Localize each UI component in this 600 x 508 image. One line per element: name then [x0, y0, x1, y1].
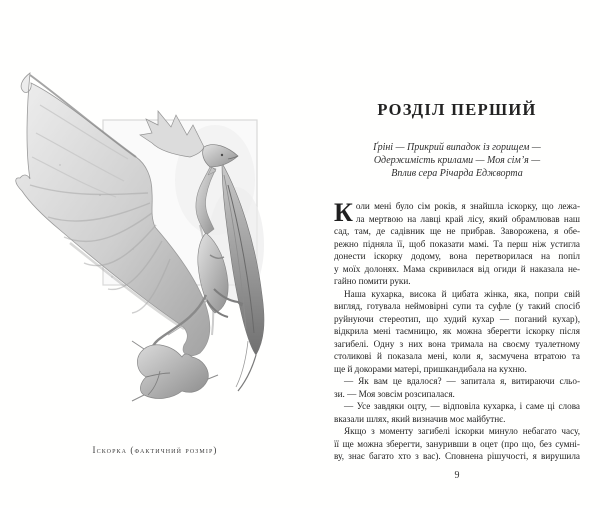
epigraph-line: Одержимість крилами — Моя сім’я —: [373, 155, 541, 166]
body-text: [334, 200, 580, 463]
body-line: у моїх долонях. Мама скривилася від огиди й наказала не-: [334, 263, 580, 274]
paragraph: [334, 425, 580, 463]
chapter-epigraph: [334, 141, 580, 180]
body-line: руйнуючи стереотип, що худий кухар — поганий кухар),: [334, 313, 580, 324]
body-line: вказали шлях, який визначив моє майбутнє.: [334, 413, 506, 424]
page-number: 9: [454, 470, 460, 481]
body-line: сад, там, де садівник ще не прибрав. Заворожена, я обе-: [334, 226, 580, 236]
paragraph: [334, 200, 580, 288]
drop-cap: К: [334, 198, 353, 227]
body-line: столикові й показала мені, коли я, засмучена втратою та: [334, 351, 580, 361]
body-line: загибелі. Одну з них вона тримала на своєму туалетному: [334, 338, 580, 349]
paragraph: [334, 375, 580, 400]
body-line: Якщо з моменту загибелі іскорки минуло небагато часу,: [344, 426, 580, 436]
epigraph-line: Ґріні — Прикрий випадок із горищем —: [373, 142, 541, 153]
chapter-heading: РОЗДІЛ ПЕРШИЙ: [377, 100, 537, 119]
body-line: режно підняла її, щоб показати мамі. Та перш ніж устигла: [334, 238, 580, 249]
dragon-illustration-icon: [0, 45, 310, 445]
body-line: — Як вам це вдалося? — запитала я, витираючи сльо-: [344, 376, 580, 386]
body-line: ла мертвою на лавці край лісу, який обрамлював наш: [355, 213, 580, 224]
body-line: Наша кухарка, висока й цибата жінка, яка, попри свій: [344, 288, 580, 299]
body-line: донести іскорку додому, вона перетворилася на попіл: [334, 251, 580, 261]
paragraph: [334, 288, 580, 376]
body-line: ще й докорами матері, пришкандибала на кухню.: [334, 363, 527, 374]
body-line: її ще можна зберегти, зануривши в оцет (про що, без сумні-: [334, 438, 580, 449]
body-line: гайно помити руки.: [334, 276, 411, 286]
body-line: відкрила мені таємницю, як можна зберегти іскорку після: [334, 326, 580, 336]
body-line: — Усе завдяки оцту, — відповіла кухарка, і саме ці слова: [344, 401, 580, 411]
body-line: ву, знає багато хто з вас). Сповнена рішучості, я вирушила: [334, 451, 580, 461]
paragraph: [334, 400, 580, 425]
right-page: [310, 0, 600, 508]
body-line: зи. — Моя зовсім розсипалася.: [334, 388, 455, 399]
body-line: вигляд, готувала неймовірні супи та суфле (у такий спосіб: [334, 301, 580, 311]
body-line: оли мені було сім років, я знайшла іскорку, що лежа-: [355, 201, 580, 211]
illustration-caption: Іскорка (фактичний розмір): [92, 445, 218, 455]
dragon-eye: [221, 154, 223, 156]
epigraph-line: Вплив сера Річарда Еджворта: [391, 168, 523, 179]
